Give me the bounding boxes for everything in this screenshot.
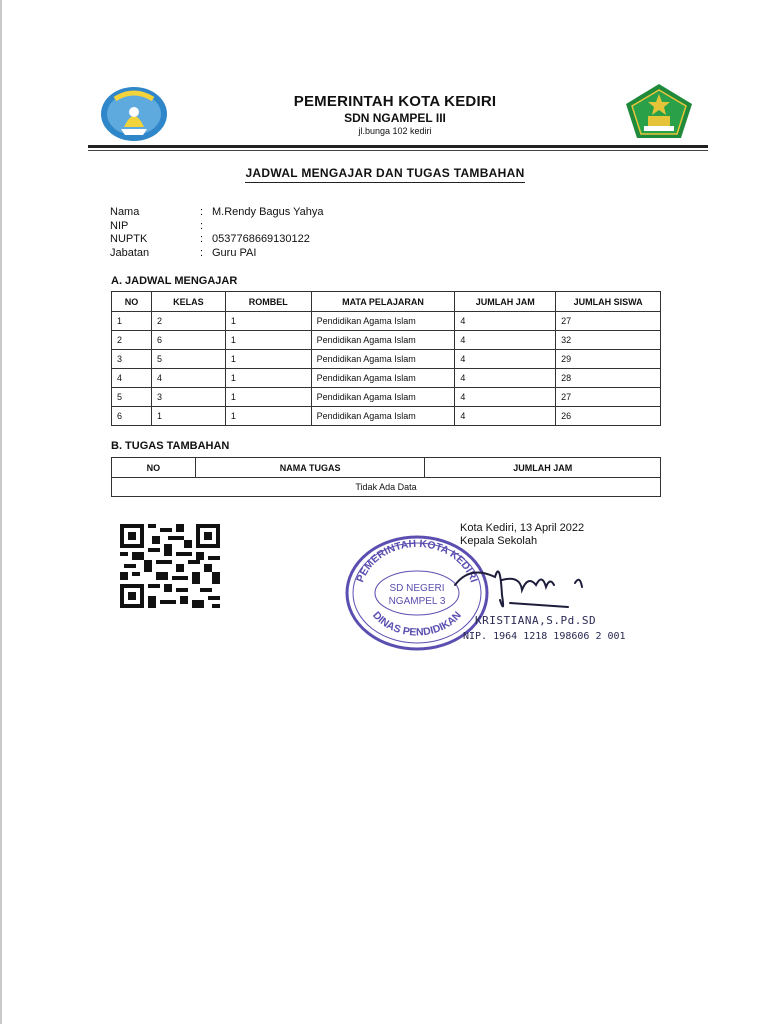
tut-wuri-handayani-logo (99, 85, 169, 143)
table-row (112, 369, 661, 388)
table-cell: 1 (225, 331, 311, 350)
table-cell: 1 (112, 312, 152, 331)
table-cell: 4 (455, 388, 556, 407)
table-cell: 32 (556, 331, 661, 350)
identity-separator: : (200, 246, 204, 259)
header-rule-thick (88, 145, 708, 148)
identity-label: NIP (110, 219, 129, 232)
table-row (112, 478, 661, 497)
table-cell: Pendidikan Agama Islam (311, 350, 455, 369)
column-header: ROMBEL (225, 292, 311, 312)
column-header: NO (112, 458, 196, 478)
column-header: JUMLAH SISWA (556, 292, 661, 312)
sign-role: Kepala Sekolah (460, 535, 538, 547)
school-name: SDN NGAMPEL III (344, 111, 446, 125)
column-header: JUMLAH JAM (425, 458, 661, 478)
header-rule-thin (88, 150, 708, 151)
identity-separator: : (200, 233, 204, 245)
table-row (112, 350, 661, 369)
table-row (112, 331, 661, 350)
stamp-inner-line1: SD NEGERI (389, 583, 445, 594)
table-cell: 28 (556, 369, 661, 388)
table-cell: 4 (151, 369, 225, 388)
table-cell: 1 (225, 312, 311, 331)
column-header: NAMA TUGAS (195, 458, 425, 478)
table-cell: Pendidikan Agama Islam (311, 331, 455, 350)
identity-row (110, 247, 324, 261)
section-b-title: B. TUGAS TAMBAHAN (111, 440, 230, 452)
table-cell: 3 (151, 388, 225, 407)
table-cell: 4 (455, 331, 556, 350)
table-cell: 27 (556, 388, 661, 407)
additional-tasks-table (111, 457, 661, 497)
table-row (112, 312, 661, 331)
table-cell: Pendidikan Agama Islam (311, 388, 455, 407)
table-row (112, 407, 661, 426)
identity-value: M.Rendy Bagus Yahya (212, 206, 324, 218)
table-row (112, 388, 661, 407)
table-cell: 1 (151, 407, 225, 426)
table-cell: 2 (151, 312, 225, 331)
identity-value: 0537768669130122 (212, 233, 310, 245)
table-cell: 4 (455, 369, 556, 388)
table-cell: 4 (455, 312, 556, 331)
document-title: JADWAL MENGAJAR DAN TUGAS TAMBAHAN (200, 166, 570, 180)
principal-nip: NIP. 1964 1218 198606 2 001 (463, 631, 626, 642)
principal-name: KRISTIANA,S.Pd.SD (475, 614, 597, 627)
table-cell: 2 (112, 331, 152, 350)
table-cell: 4 (112, 369, 152, 388)
table-cell: 4 (455, 350, 556, 369)
identity-label: Jabatan (110, 246, 150, 259)
table-cell: 26 (556, 407, 661, 426)
table-cell: 3 (112, 350, 152, 369)
identity-separator: : (200, 219, 204, 232)
table-cell: 6 (151, 331, 225, 350)
table-cell: 27 (556, 312, 661, 331)
section-a-title: A. JADWAL MENGAJAR (111, 275, 238, 287)
table-cell: 1 (225, 350, 311, 369)
stamp-outer-bottom: DINAS PENDIDIKAN (370, 609, 464, 639)
identity-label: Nama (110, 206, 140, 218)
table-cell: 1 (225, 407, 311, 426)
schedule-table (111, 291, 661, 426)
table-cell: 4 (455, 407, 556, 426)
empty-data-cell: Tidak Ada Data (112, 478, 661, 497)
sign-place-date: Kota Kediri, 13 April 2022 (460, 522, 585, 534)
stamp-inner-line2: NGAMPEL 3 (388, 596, 446, 607)
identity-value: Guru PAI (212, 246, 257, 259)
table-cell: Pendidikan Agama Islam (311, 312, 455, 331)
tasks-header-row (112, 458, 661, 478)
identity-row (110, 206, 324, 220)
qr-code (120, 524, 220, 608)
identity-row (110, 220, 324, 234)
column-header: KELAS (151, 292, 225, 312)
table-cell: 6 (112, 407, 152, 426)
table-cell: 5 (112, 388, 152, 407)
table-cell: 1 (225, 388, 311, 407)
schedule-header-row (112, 292, 661, 312)
kemenag-logo (624, 82, 694, 140)
identity-label: NUPTK (110, 233, 148, 245)
column-header: JUMLAH JAM (455, 292, 556, 312)
table-cell: 1 (225, 369, 311, 388)
handwritten-signature (450, 555, 600, 615)
identity-block (110, 206, 324, 260)
identity-row (110, 233, 324, 247)
table-cell: Pendidikan Agama Islam (311, 407, 455, 426)
table-cell: Pendidikan Agama Islam (311, 369, 455, 388)
school-address: jl.bunga 102 kediri (358, 126, 432, 136)
government-name: PEMERINTAH KOTA KEDIRI (293, 93, 497, 110)
stamp-outer-top: PEMERINTAH KOTA KEDIRI (354, 537, 480, 585)
table-cell: 29 (556, 350, 661, 369)
column-header: NO (112, 292, 152, 312)
column-header: MATA PELAJARAN (311, 292, 455, 312)
table-cell: 5 (151, 350, 225, 369)
identity-separator: : (200, 206, 204, 218)
